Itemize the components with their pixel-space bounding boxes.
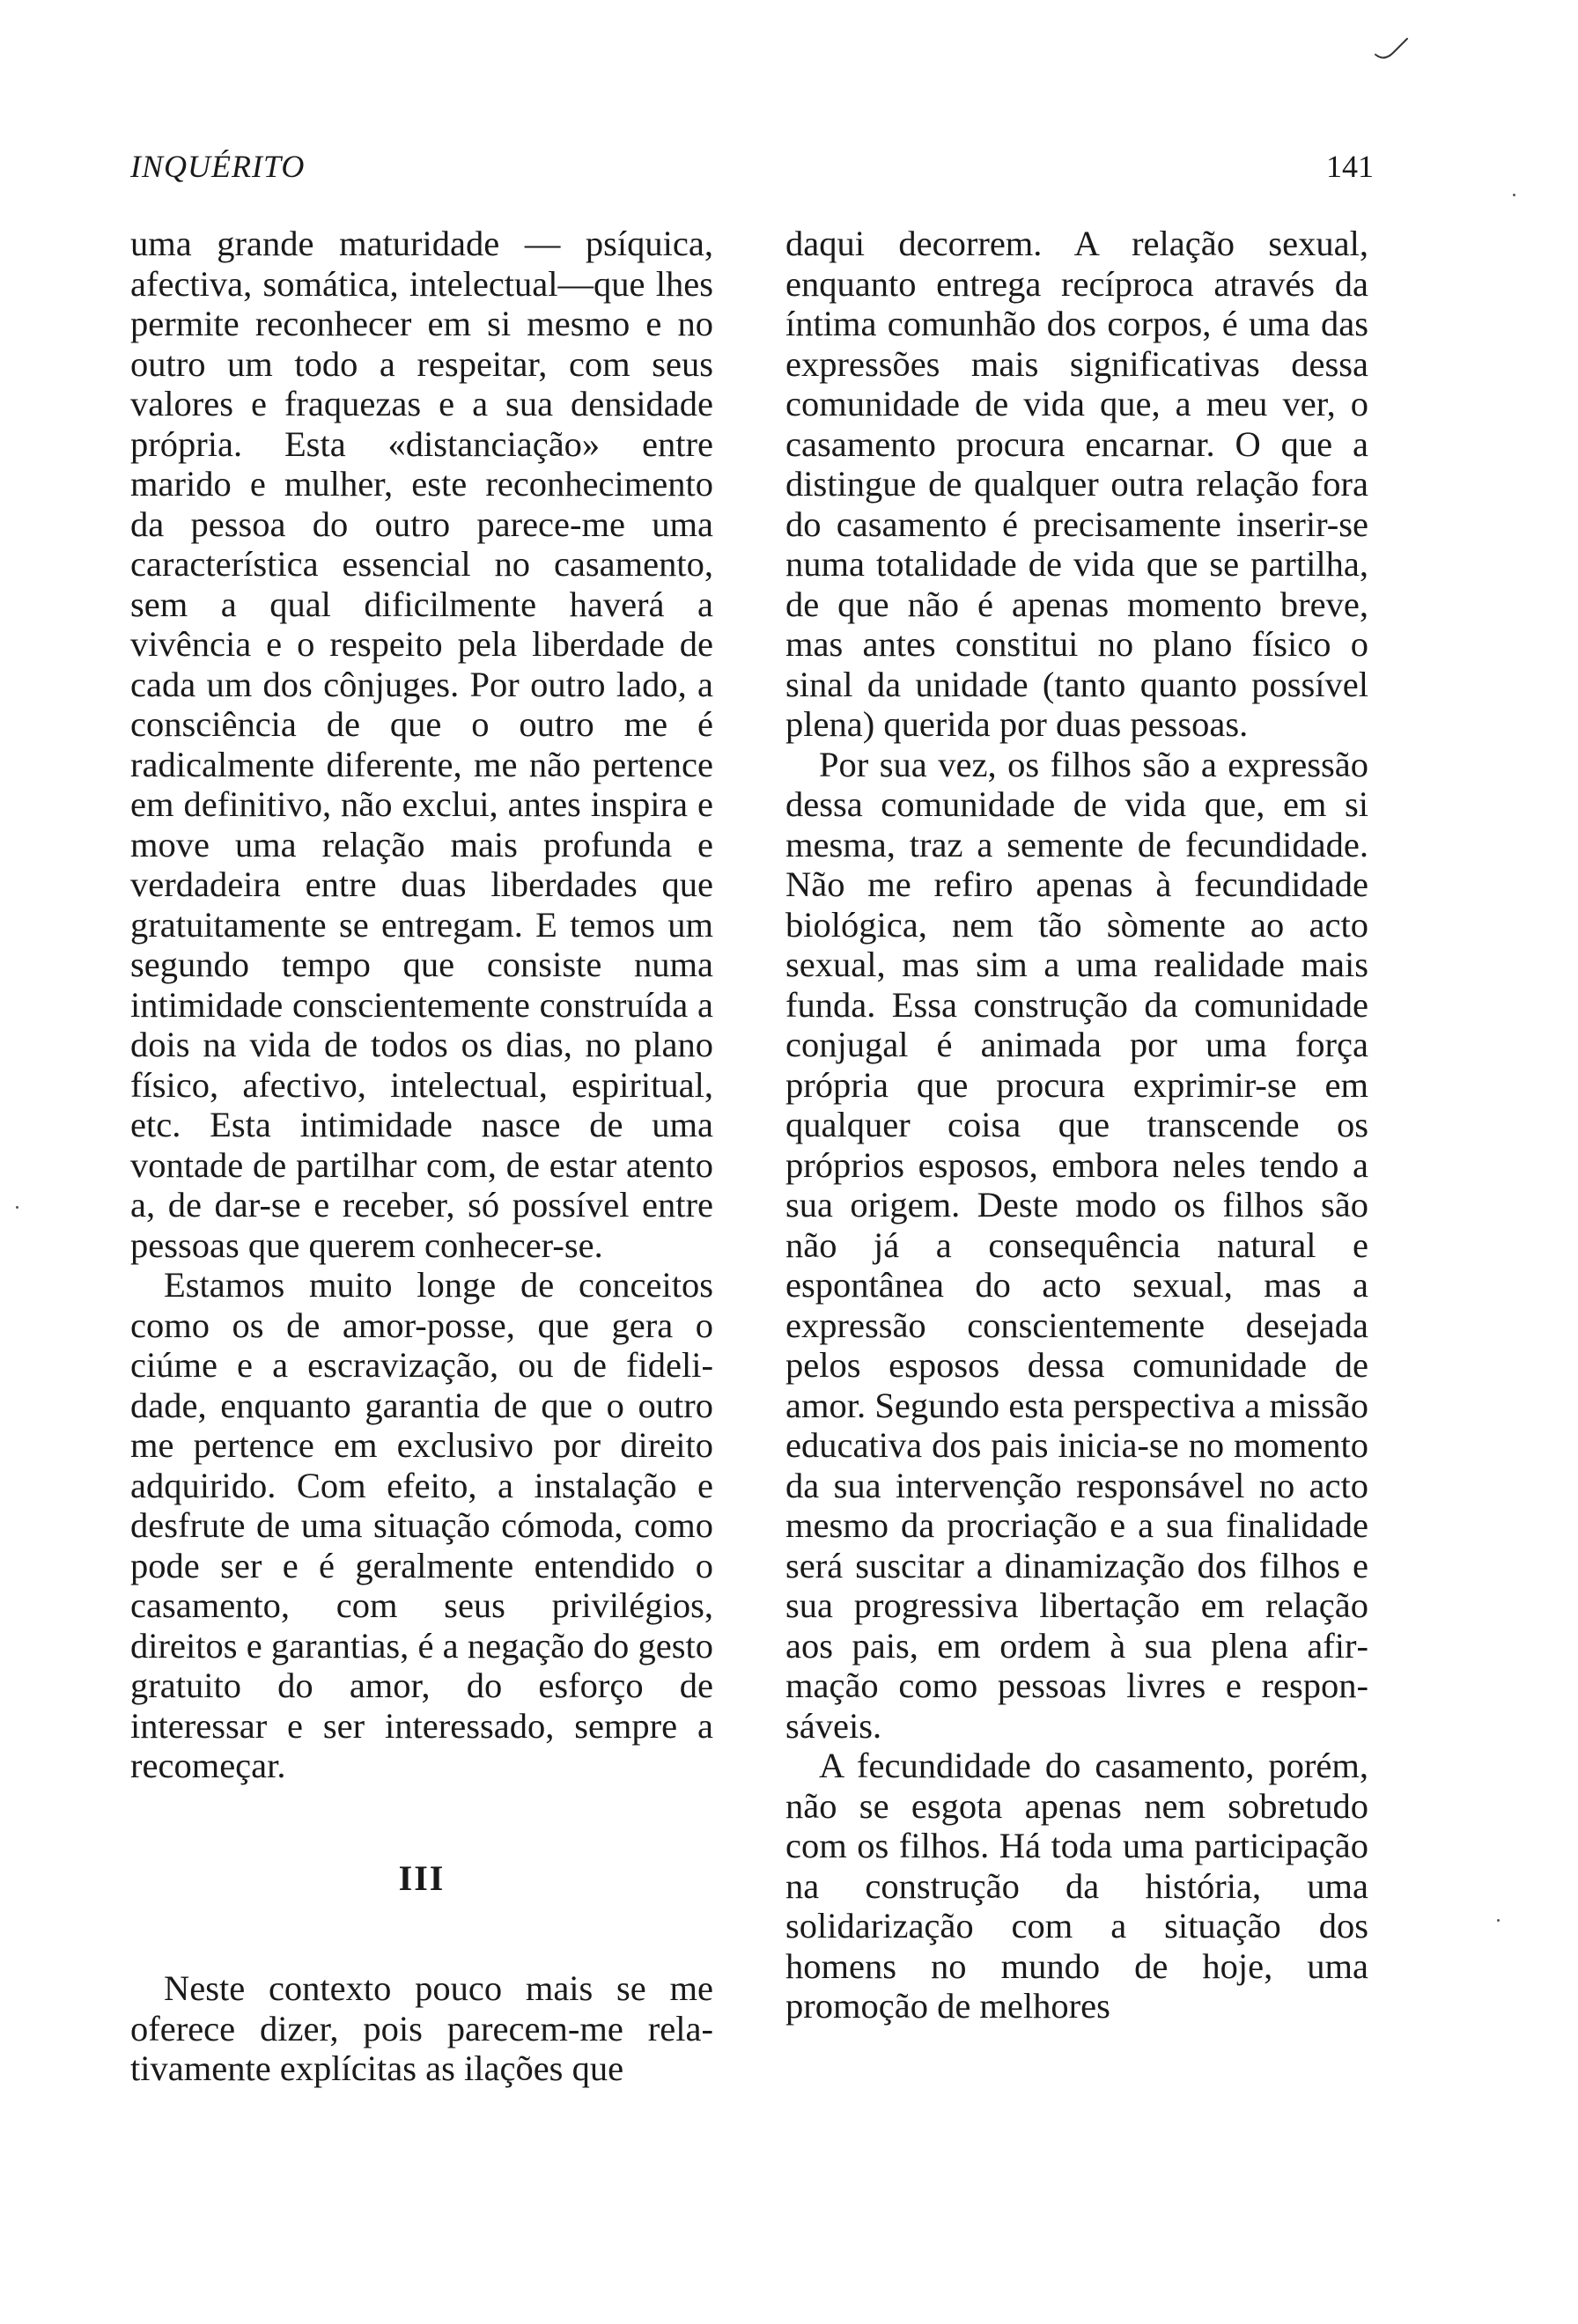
paragraph: Neste contexto pouco mais se me oferece dizer, pois parecem-me relativamente explícitas as ilações que bbox=[130, 1968, 713, 2088]
section-heading: III bbox=[398, 1857, 446, 1898]
paragraph: Estamos muito longe de conceitos como os de amor-posse, que gera o ciúme e a escravização, ou de fidelidade, enquanto garantia de que o outro me pertence em exclusivo por direito adquirido. Com efeito, a instalação e desfrute de uma situação cómoda, como pode ser e é geralmente entendido o casamento, com seus privilégios, direitos e garantias, é a negação do gesto gratuito do amor, do esforço de interessar e ser interessado, sempre a recomeçar. bbox=[130, 1265, 713, 1785]
running-head: INQUÉRITO bbox=[130, 149, 306, 184]
paper-speck bbox=[16, 1206, 18, 1209]
right-column bbox=[785, 224, 1368, 2026]
paper-speck bbox=[1513, 194, 1515, 196]
left-column bbox=[130, 224, 713, 2089]
paragraph: uma grande maturidade — psíquica, afectiva, somática, intelectual—que lhes permite reconhecer em si mesmo e no outro um todo a respeitar, com seus valores e fraquezas e a sua densidade própria. Esta «distanciação» entre marido e mulher, este reconhecimento da pessoa do outro parece-me uma característica essencial no casamento, sem a qual dificilmente haverá a vivência e o respeito pela liberdade de cada um dos cônjuges. Por outro lado, a consciência de que o outro me é radicalmente diferente, me não pertence em definitivo, não exclui, antes inspira e move uma relação mais profunda e verdadeira entre duas liberdades que gratuitamente se entregam. E temos um segundo tempo que consiste numa intimidade conscientemente construída a dois na vida de todos os dias, no plano físico, afectivo, intelectual, espiritual, etc. Esta intimidade nasce de uma vontade de partilhar com, de estar atento a, de dar-se e receber, só possível entre pessoas que querem conhecer-se. bbox=[130, 224, 713, 1265]
page-number: 141 bbox=[1326, 149, 1374, 184]
paper-speck bbox=[1497, 1919, 1500, 1922]
paragraph: daqui decorrem. A relação sexual, enquanto entrega recíproca através da íntima comunhão dos corpos, é uma das expressões mais significativas dessa comunidade de vida que, a meu ver, o casamento procura encarnar. O que a distingue de qualquer outra relação fora do casamento é precisamente inserir-se numa totalidade de vida que se partilha, de que não é apenas momento breve, mas antes constitui no plano físico o sinal da unidade (tanto quanto possível plena) querida por duas pessoas. bbox=[785, 224, 1368, 744]
pencil-tick-mark bbox=[1374, 35, 1409, 62]
paragraph: A fecundidade do casamento, porém, não se esgota apenas nem sobretudo com os filhos. Há toda uma participação na construção da história, uma solidarização com a situação dos homens no mundo de hoje, uma promoção de melhores bbox=[785, 1746, 1368, 2026]
paragraph: Por sua vez, os filhos são a expressão dessa comunidade de vida que, em si mesma, traz a semente de fecundidade. Não me refiro apenas à fecundidade biológica, nem tão sòmente ao acto sexual, mas sim a uma realidade mais funda. Essa construção da comunidade conjugal é animada por uma força própria que procura exprimir-se em qualquer coisa que transcende os próprios esposos, embora neles tendo a sua origem. Deste modo os filhos são não já a consequência natural e espontânea do acto sexual, mas a expressão conscientemente desejada pelos esposos dessa comunidade de amor. Segundo esta perspectiva a missão educativa dos pais inicia-se no momento da sua intervenção responsável no acto mesmo da procriação e a sua finalidade será suscitar a dinamização dos filhos e sua progressiva libertação em relação aos pais, em ordem à sua plena afirmação como pessoas livres e responsáveis. bbox=[785, 744, 1368, 1746]
